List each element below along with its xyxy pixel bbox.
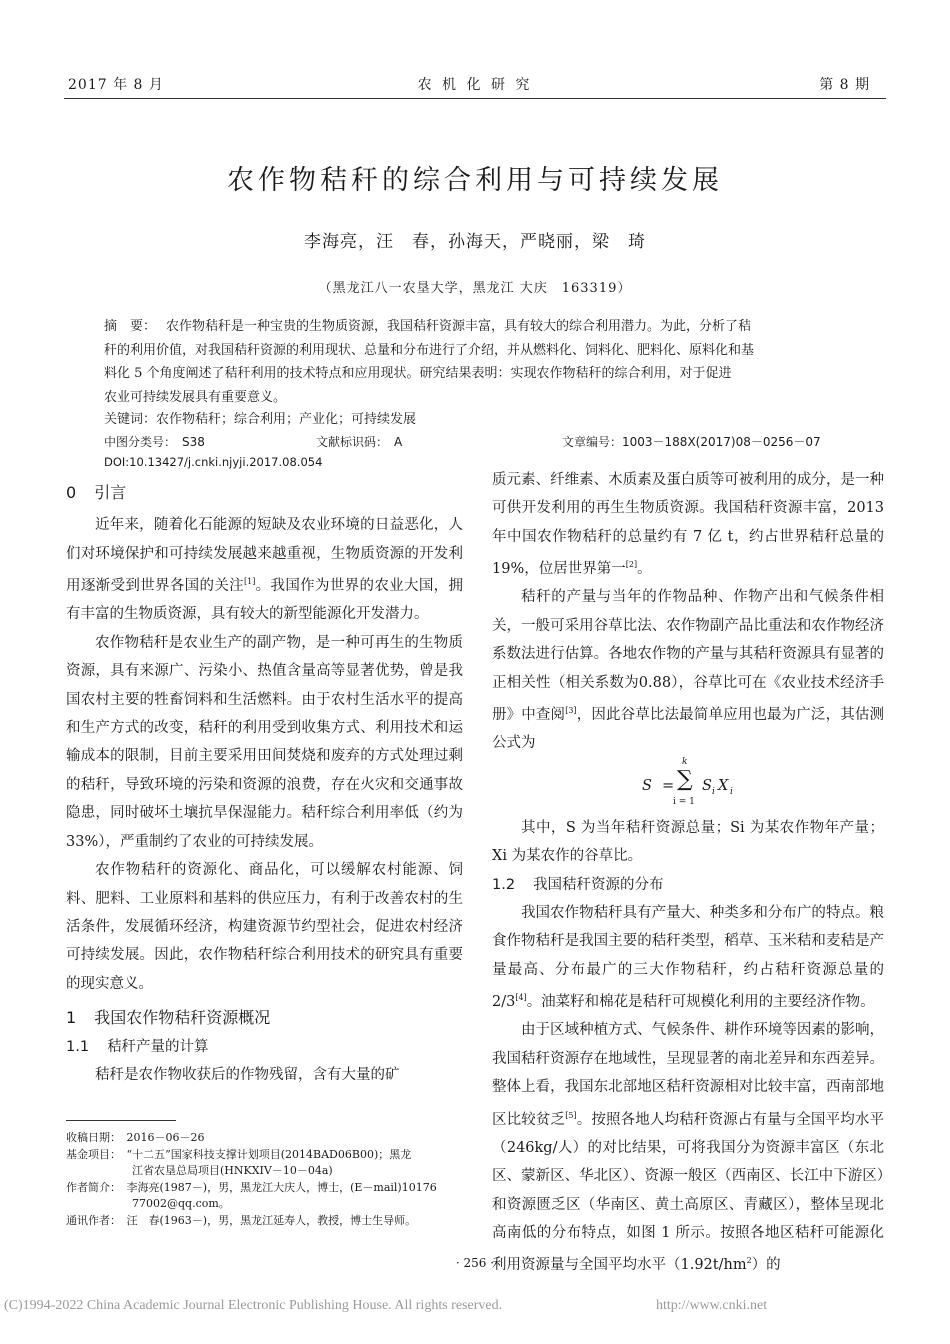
citation[interactable]: [2]	[625, 560, 638, 570]
cnki-link[interactable]: http://www.cnki.net	[656, 1298, 768, 1313]
article-number: 文章编号：1003－188X(2017)08－0256－07	[562, 435, 821, 449]
left-column	[66, 479, 463, 1089]
keywords: 关键词：农作物秸秆；综合利用；产业化；可持续发展	[104, 412, 417, 427]
abstract-line: 农业可持续发展具有重要意义。	[104, 389, 287, 405]
header-issue: 第 8 期	[819, 77, 870, 93]
paragraph: 近年来，随着化石能源的短缺及农业环境的日益恶化，人们对环境保护和可持续发展越来越重视，生物质资源的开发利用逐渐受到世界各国的关注[1]。我国作为世界的农业大国，拥有丰富的生物质资源，具有较大的新型能源化开发潜力。	[66, 517, 464, 623]
header-rule	[64, 98, 886, 99]
abstract-line: 料化 5 个角度阐述了秸秆利用的技术特点和应用现状。研究结果表明：实现农作物秸秆的综合利用，对于促进	[104, 366, 732, 381]
summation-sign: ∑	[677, 766, 693, 792]
abstract-label: 摘 要：	[104, 319, 157, 334]
author-bio: 作者简介： 李海亮(1987－)，男，黑龙江大庆人，博士，(E－mail)10176	[66, 1180, 437, 1194]
header-journal: 农 机 化 研 究	[417, 77, 533, 93]
abstract-line: 摘 要： 农作物秸秆是一种宝贵的生物质资源，我国秸秆资源丰富，具有较大的综合利用潜力。为此，分析了秸	[104, 319, 752, 334]
citation[interactable]: [3]	[565, 706, 577, 716]
right-column	[492, 466, 884, 1280]
section-0-heading: 0 引言	[66, 483, 127, 502]
abstract-line: 秆的利用价值，对我国秸秆资源的利用现状、总量和分布进行了介绍，并从燃料化、饲料化、肥料化、原料化和基	[104, 342, 755, 358]
formula: S = k ∑ i = 1 S i X i	[642, 756, 733, 807]
page-number: · 256 ·	[455, 1256, 495, 1270]
section-1-2-heading: 1.2 我国秸秆资源的分布	[492, 876, 664, 893]
header-date: 2017 年 8 月	[68, 77, 164, 93]
paragraph: 秸秆的产量与当年的作物品种、作物产出和气候条件相关，一般可采用谷草比法、农作物副产品比重法和农作物经济系数法进行估算。各地农作物的产量与其秸秆资源具有显著的正相关性（相关系数为0.88），谷草比可在《农业技术经济手册》中查阅[3]，因此谷草比法最简单应用也最为广泛，其估测公式为	[492, 589, 885, 752]
footnotes: 收稿日期： 2016－06－26 基金项目： “十二五”国家科技支撑计划项目(2014BAD06B00)；黑龙 江省农垦总局项目(HNKXIV－10－04a) 作者简介： 李海亮(1987－)，男，黑龙江大庆人，博士，(E－mail)10176 77002@qq.com。 通讯作者： 汪 春(1963－)，男，黑龙江延寿人，教授，博士生导师。	[66, 1130, 466, 1229]
paragraph: 农作物秸秆是农业生产的副产物，是一种可再生的生物质资源，具有来源广、污染小、热值含量高等显著优势，曾是我国农村主要的牲畜饲料和生活燃料。由于农村生活水平的提高和生产方式的改变，秸秆的利用受到收集方式、利用技术和运输成本的限制，目前主要采用田间焚烧和废弃的方式处理过剩的秸秆，导致环境的污染和资源的浪费，存在火灾和交通事故隐患，同时破坏土壤抗旱保湿能力。秸秆综合利用率低（约为 33%），严重制约了农业的可持续发展。	[66, 634, 464, 850]
paragraph: 其中，S 为当年秸秆资源总量；Si 为某农作物年产量；Xi 为某农作的谷草比。	[492, 819, 884, 865]
clc-number: 中图分类号： S38	[104, 435, 205, 449]
paragraph: 我国农作物秸秆具有产量大、种类多和分布广的特点。粮食作物秸秆是我国主要的秸秆类型，稻草、玉米秸和麦秸是产量最高、分布最广的三大作物秸秆，约占秸秆资源总量的 2/3[4]。油菜籽和棉花是秸秆可规模化利用的主要经济作物。	[492, 904, 885, 1010]
section-1-heading: 1 我国农作物秸秆资源概况	[66, 1008, 271, 1028]
paragraph: 质元素、纤维素、木质素及蛋白质等可被利用的成分，是一种可供开发利用的再生生物质资源。我国秸秆资源丰富，2013 年中国农作物秸秆的总量约有 7 亿 t，约占世界秸秆总量的 19%，位居世界第一[2]。	[492, 472, 885, 578]
copyright-watermark: (C)1994-2022 China Academic Journal Electronic Publishing House. All rights reserved.	[4, 1298, 503, 1313]
document-code: 文献标识码： A	[316, 435, 403, 449]
abstract	[104, 315, 854, 409]
author-list: 李海亮，汪 春，孙海天，严晓丽，梁 琦	[304, 232, 646, 252]
citation[interactable]: [4]	[515, 993, 527, 1003]
paragraph: 农作物秸秆的资源化、商品化，可以缓解农村能源、饲料、肥料、工业原料和基料的供应压力，有利于改善农村的生活条件，发展循环经济，构建资源节约型社会，促进农村经济可持续发展。因此，农作物秸秆综合利用技术的研究具有重要的现实意义。	[66, 862, 464, 992]
paragraph: 秸秆是农作物收获后的作物残留，含有大量的矿	[95, 1066, 400, 1083]
affiliation: （黑龙江八一农垦大学，黑龙江 大庆 163319）	[318, 281, 632, 296]
corresponding-author: 通讯作者： 汪 春(1963－)，男，黑龙江延寿人，教授，博士生导师。	[66, 1213, 417, 1227]
received-date: 收稿日期： 2016－06－26	[66, 1131, 205, 1144]
footnote-rule	[66, 1120, 176, 1121]
paper-title: 农作物秸秆的综合利用与可持续发展	[227, 165, 723, 196]
section-1-1-heading: 1.1 秸秆产量的计算	[66, 1038, 209, 1055]
citation[interactable]: [5]	[565, 1110, 577, 1120]
citation[interactable]: [1]	[244, 577, 256, 587]
doi: DOI:10.13427/j.cnki.njyji.2017.08.054	[104, 455, 323, 469]
paragraph: 由于区域种植方式、气候条件、耕作环境等因素的影响，我国秸秆资源存在地域性，呈现显著的南北差异和东西差异。整体上看，我国东北部地区秸秆资源相对比较丰富，西南部地区比较贫乏[5]。按照各地人均秸秆资源占有量与全国平均水平（246kg/人）的对比结果，可将我国分为资源丰富区（东北区、蒙新区、华北区）、资源一般区（西南区、长江中下游区）和资源匮乏区（华南区、黄土高原区、青藏区），整体呈现北高南低的分布特点，如图 1 所示。按照各地区秸秆可能源化利用资源量与全国平均水平$(1.92t/hm^2)$的	[492, 1022, 885, 1274]
funding: 基金项目： “十二五”国家科技支撑计划项目(2014BAD06B00)；黑龙	[66, 1147, 412, 1161]
